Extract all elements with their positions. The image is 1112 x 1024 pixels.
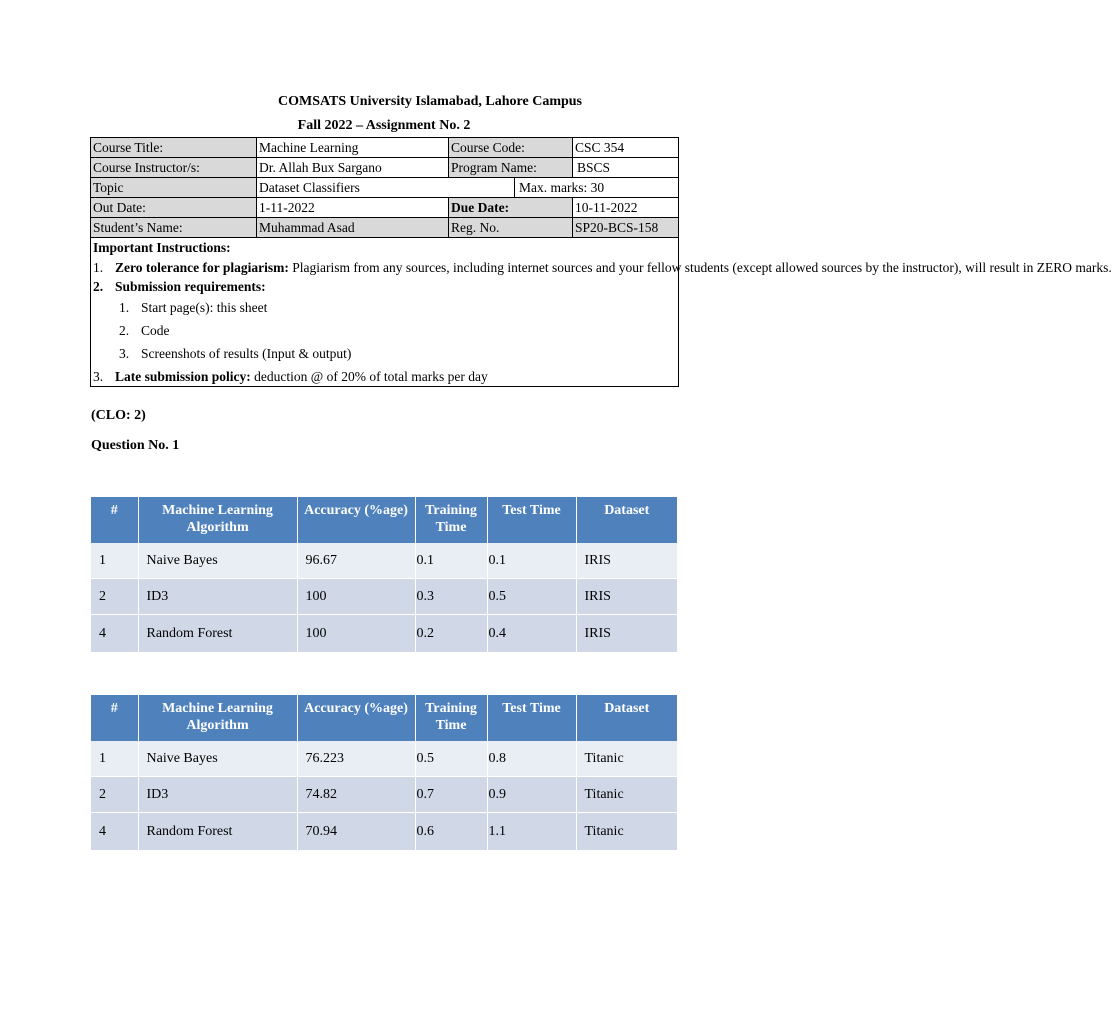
table-cell: ID3 bbox=[138, 777, 297, 813]
results-table-titanic bbox=[91, 695, 677, 851]
table-cell: Naive Bayes bbox=[138, 741, 297, 777]
instruction-number: 3. bbox=[93, 369, 104, 384]
column-header: Training Time bbox=[415, 497, 487, 543]
table-header-row bbox=[91, 695, 677, 741]
instruction-bold: Late submission policy: bbox=[115, 369, 251, 384]
table-cell: 0.9 bbox=[487, 777, 576, 813]
program-label: Program Name: bbox=[449, 158, 573, 178]
instruction-text: Plagiarism from any sources, including internet sources and your fellow students (except allowed sources by the instructor), will result in ZERO marks. bbox=[292, 260, 1112, 275]
instruction-number: 1. bbox=[93, 260, 104, 275]
table-header-row bbox=[91, 497, 677, 543]
table-cell: 1.1 bbox=[487, 813, 576, 851]
subitem-text: Start page(s): this sheet bbox=[141, 300, 268, 315]
column-header: # bbox=[91, 497, 138, 543]
instruction-bold: Zero tolerance for plagiarism: bbox=[115, 260, 289, 275]
subitem-number: 3. bbox=[119, 346, 130, 361]
table-cell: 4 bbox=[91, 615, 138, 653]
column-header: # bbox=[91, 695, 138, 741]
table-row bbox=[91, 615, 677, 653]
table-cell: 4 bbox=[91, 813, 138, 851]
clo-label: (CLO: 2) bbox=[91, 408, 146, 423]
table-cell: 70.94 bbox=[297, 813, 415, 851]
table-cell: ID3 bbox=[138, 579, 297, 615]
instruction-number: 2. bbox=[93, 279, 104, 294]
question-heading: Question No. 1 bbox=[91, 438, 180, 453]
table-cell: 2 bbox=[91, 579, 138, 615]
instructor-value: Dr. Allah Bux Sargano bbox=[257, 158, 449, 178]
table-cell: Naive Bayes bbox=[138, 543, 297, 579]
table-cell: IRIS bbox=[576, 579, 677, 615]
table-row bbox=[91, 741, 677, 777]
table-cell: 0.2 bbox=[415, 615, 487, 653]
table-cell: 76.223 bbox=[297, 741, 415, 777]
table-row bbox=[91, 813, 677, 851]
table-cell: 0.3 bbox=[415, 579, 487, 615]
table-cell: IRIS bbox=[576, 543, 677, 579]
table-row bbox=[91, 579, 677, 615]
instruction-bold: Submission requirements: bbox=[115, 279, 266, 294]
table-cell: 0.4 bbox=[487, 615, 576, 653]
column-header: Dataset bbox=[576, 695, 677, 741]
table-cell: 0.5 bbox=[487, 579, 576, 615]
course-title-label: Course Title: bbox=[91, 138, 257, 158]
out-date-value: 1-11-2022 bbox=[257, 198, 449, 218]
table-row bbox=[91, 777, 677, 813]
max-marks: Max. marks: 30 bbox=[515, 178, 679, 198]
instructions-heading: Important Instructions: bbox=[93, 240, 231, 255]
course-title-value: Machine Learning bbox=[257, 138, 449, 158]
results-table-iris bbox=[91, 497, 677, 653]
instructor-label: Course Instructor/s: bbox=[91, 158, 257, 178]
topic-value: Dataset Classifiers bbox=[257, 178, 515, 198]
topic-label: Topic bbox=[91, 178, 257, 198]
program-value: BSCS bbox=[573, 158, 679, 178]
table-cell: 1 bbox=[91, 741, 138, 777]
column-header: Machine Learning Algorithm bbox=[138, 497, 297, 543]
table-cell: Random Forest bbox=[138, 615, 297, 653]
table-cell: 100 bbox=[297, 615, 415, 653]
table-cell: Titanic bbox=[576, 777, 677, 813]
table-cell: 0.5 bbox=[415, 741, 487, 777]
column-header: Machine Learning Algorithm bbox=[138, 695, 297, 741]
course-code-value: CSC 354 bbox=[573, 138, 679, 158]
subitem-number: 1. bbox=[119, 300, 130, 315]
subitem-number: 2. bbox=[119, 323, 130, 338]
table-cell: 0.1 bbox=[487, 543, 576, 579]
submission-subitem bbox=[93, 298, 676, 317]
column-header: Test Time bbox=[487, 695, 576, 741]
course-info-table bbox=[90, 137, 1112, 387]
course-code-label: Course Code: bbox=[449, 138, 573, 158]
column-header: Training Time bbox=[415, 695, 487, 741]
assignment-title: Fall 2022 – Assignment No. 2 bbox=[297, 118, 471, 133]
table-cell: 0.7 bbox=[415, 777, 487, 813]
instruction-item-plagiarism bbox=[93, 258, 1112, 277]
table-cell: Titanic bbox=[576, 741, 677, 777]
table-cell: Random Forest bbox=[138, 813, 297, 851]
column-header: Accuracy (%age) bbox=[297, 695, 415, 741]
university-title: COMSATS University Islamabad, Lahore Campus bbox=[277, 94, 583, 109]
reg-no-label: Reg. No. bbox=[449, 218, 573, 238]
column-header: Test Time bbox=[487, 497, 576, 543]
table-row bbox=[91, 543, 677, 579]
student-name-value: Muhammad Asad bbox=[257, 218, 449, 238]
submission-subitem bbox=[93, 321, 676, 340]
submission-subitem bbox=[93, 344, 676, 363]
instructions-block bbox=[91, 238, 1112, 387]
student-name-label: Student’s Name: bbox=[91, 218, 257, 238]
table-cell: 0.6 bbox=[415, 813, 487, 851]
table-cell: IRIS bbox=[576, 615, 677, 653]
subitem-text: Code bbox=[141, 323, 170, 338]
instruction-text: deduction @ of 20% of total marks per day bbox=[254, 369, 488, 384]
table-cell: 1 bbox=[91, 543, 138, 579]
column-header: Accuracy (%age) bbox=[297, 497, 415, 543]
reg-no-value: SP20-BCS-158 bbox=[573, 218, 679, 238]
table-cell: Titanic bbox=[576, 813, 677, 851]
column-header: Dataset bbox=[576, 497, 677, 543]
due-date-label: Due Date: bbox=[449, 198, 573, 218]
table-cell: 2 bbox=[91, 777, 138, 813]
table-cell: 0.8 bbox=[487, 741, 576, 777]
table-cell: 100 bbox=[297, 579, 415, 615]
due-date-value: 10-11-2022 bbox=[573, 198, 679, 218]
instruction-item-late bbox=[93, 367, 676, 386]
table-cell: 96.67 bbox=[297, 543, 415, 579]
subitem-text: Screenshots of results (Input & output) bbox=[141, 346, 352, 361]
out-date-label: Out Date: bbox=[91, 198, 257, 218]
table-cell: 74.82 bbox=[297, 777, 415, 813]
table-cell: 0.1 bbox=[415, 543, 487, 579]
instruction-item-submission bbox=[93, 277, 676, 296]
